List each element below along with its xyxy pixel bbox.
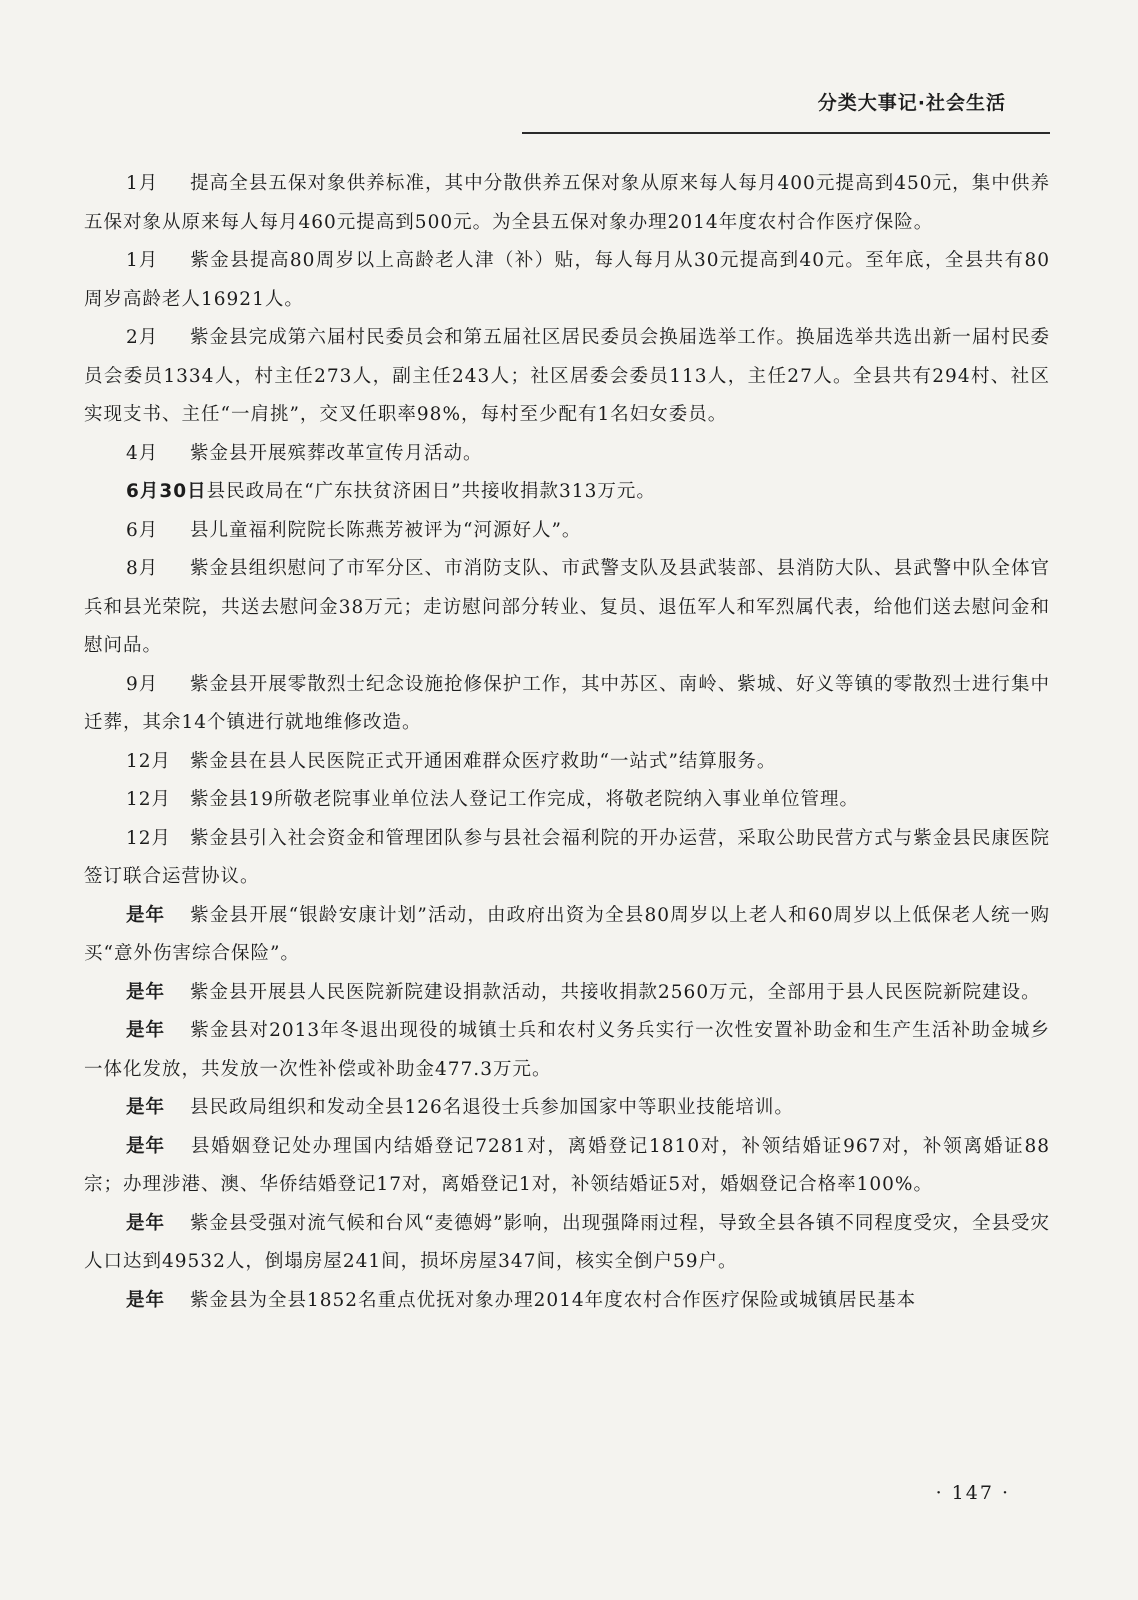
entry [84,473,1050,512]
entry-text: 县民政局组织和发动全县126名退役士兵参加国家中等职业技能培训。 [190,1097,794,1118]
entry-text: 紫金县19所敬老院事业单位法人登记工作完成，将敬老院纳入事业单位管理。 [190,789,860,810]
entry [84,743,1050,782]
entry-date: 6月 [126,519,159,541]
entry-date: 2月 [126,327,159,348]
entry [84,550,1050,666]
entry [84,165,1050,242]
entry-text: 紫金县开展县人民医院新院建设捐款活动，共接收捐款2560万元，全部用于县人民医院新院建设。 [190,981,1041,1003]
entry-text: 紫金县引入社会资金和管理团队参与县社会福利院的开办运营，采取公助民营方式与紫金县民康医院签订联合运营协议。 [84,827,1050,887]
entry-date: 是年 [126,1020,166,1041]
page-number: · 147 · [935,1482,1010,1504]
entry-date: 1月 [126,250,159,271]
entry [84,1282,1050,1321]
entry [84,1012,1050,1089]
entry-text: 县儿童福利院院长陈燕芳被评为“河源好人”。 [190,519,582,541]
entry [84,1128,1050,1205]
entry-date: 是年 [126,1135,166,1157]
entry [84,512,1050,551]
entry-date: 9月 [126,673,159,695]
entry-date: 4月 [126,442,159,464]
entry [84,974,1050,1013]
entry [84,242,1050,319]
entry [84,666,1050,743]
entry-text: 紫金县开展殡葬改革宣传月活动。 [190,442,483,464]
entry-text: 县民政局在“广东扶贫济困日”共接收捐款313万元。 [206,481,656,502]
entry-text: 紫金县开展零散烈士纪念设施抢修保护工作，其中苏区、南岭、紫城、好义等镇的零散烈士进行集中迁葬，其余14个镇进行就地维修改造。 [84,673,1050,733]
entry-date: 是年 [126,904,166,926]
entry-text: 提高全县五保对象供养标准，其中分散供养五保对象从原来每人每月400元提高到450元，集中供养五保对象从原来每人每月460元提高到500元。为全县五保对象办理2014年度农村合作医疗保险。 [84,173,1050,233]
running-header: 分类大事记·社会生活 [817,92,1006,114]
entry-text: 县婚姻登记处办理国内结婚登记7281对，离婚登记1810对，补领结婚证967对，补领离婚证88宗；办理涉港、澳、华侨结婚登记17对，离婚登记1对，补领结婚证5对，婚姻登记合格率100%。 [84,1135,1050,1195]
entry [84,820,1050,897]
entry-text: 紫金县为全县1852名重点优抚对象办理2014年度农村合作医疗保险或城镇居民基本 [190,1289,917,1311]
entry [84,781,1050,820]
entry-text: 紫金县组织慰问了市军分区、市消防支队、市武警支队及县武装部、县消防大队、县武警中队全体官兵和县光荣院，共送去慰问金38万元；走访慰问部分转业、复员、退伍军人和军烈属代表，给他们送去慰问金和慰问品。 [84,558,1050,656]
article-body [84,165,1050,1320]
entry [84,1089,1050,1128]
entry-date: 是年 [126,1212,166,1234]
entry-date: 1月 [126,173,159,194]
entry-text: 紫金县开展“银龄安康计划”活动，由政府出资为全县80周岁以上老人和60周岁以上低保老人统一购买“意外伤害综合保险”。 [84,904,1050,964]
entry [84,435,1050,474]
entry-text: 紫金县对2013年冬退出现役的城镇士兵和农村义务兵实行一次性安置补助金和生产生活补助金城乡一体化发放，共发放一次性补偿或补助金477.3万元。 [84,1020,1050,1080]
entry [84,897,1050,974]
entry-text: 紫金县提高80周岁以上高龄老人津（补）贴，每人每月从30元提高到40元。至年底，全县共有80周岁高龄老人16921人。 [84,250,1050,310]
entry-text: 紫金县在县人民医院正式开通困难群众医疗救助“一站式”结算服务。 [190,750,777,772]
entry-date: 是年 [126,981,166,1003]
entry-date: 8月 [126,558,159,579]
entry-date: 12月 [126,789,172,810]
entry-date: 6月30日 [126,481,207,502]
entry-date: 12月 [126,750,172,772]
entry-date: 是年 [126,1289,166,1311]
entry [84,319,1050,435]
entry-text: 紫金县完成第六届村民委员会和第五届社区居民委员会换届选举工作。换届选举共选出新一届村民委员会委员1334人，村主任273人，副主任243人；社区居委会委员113人，主任27人。全县共有294村、社区实现支书、主任“一肩挑”，交叉任职率98%，每村至少配有1名妇女委员。 [84,327,1050,425]
entry-date: 12月 [126,827,172,849]
header-rule [522,132,1050,134]
entry-text: 紫金县受强对流气候和台风“麦德姆”影响，出现强降雨过程，导致全县各镇不同程度受灾，全县受灾人口达到49532人，倒塌房屋241间，损坏房屋347间，核实全倒户59户。 [84,1212,1050,1272]
entry-date: 是年 [126,1097,166,1118]
entry [84,1205,1050,1282]
